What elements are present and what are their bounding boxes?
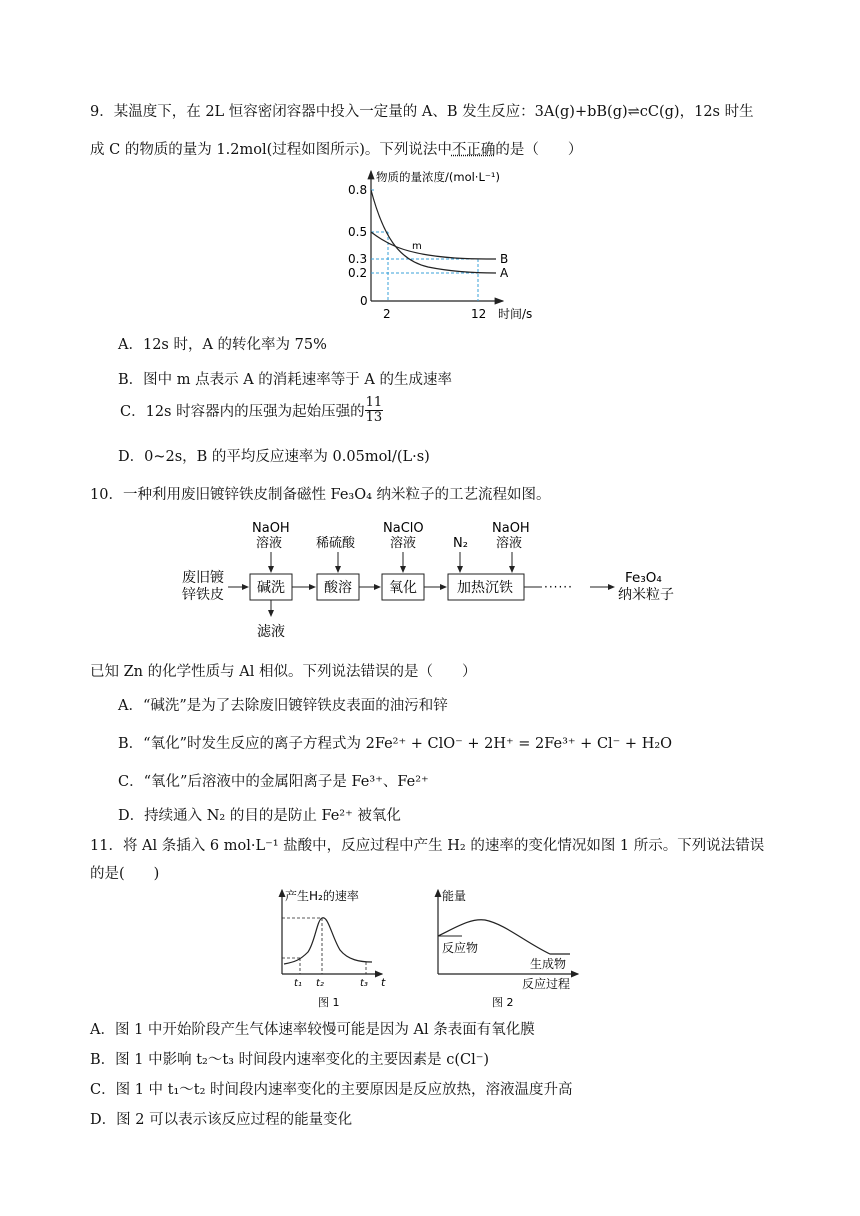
q9-concentration-chart [338,165,538,325]
q11-fig1-tick-t1: t₁ [294,978,302,989]
q9-stem-part4: 的是（ ） [495,142,583,158]
q10-start-2: 锌铁皮 [182,587,224,603]
q11-fig1-ylabel: 产生H₂的速率 [285,889,359,903]
q11-figure-2 [430,882,585,1017]
q11-option-a: A．图 1 中开始阶段产生气体速率较慢可能是因为 Al 条表面有氧化膜 [90,1022,535,1038]
q9-ylabel: 物质的量浓度/(mol·L⁻¹) [376,170,501,184]
q10-reagent-4: N₂ [453,536,468,551]
q10-option-a: A．“碱洗”是为了去除废旧镀锌铁皮表面的油污和锌 [118,698,448,714]
q10-reagent-3b: 溶液 [390,536,417,551]
q11-stem-line1: 11．将 Al 条插入 6 mol·L⁻¹ 盐酸中，反应过程中产生 H₂ 的速率的变化情况如图 1 所示。下列说法错误 [90,838,765,854]
q9-xtick-2: 2 [383,307,391,321]
q9-stem-line1 [90,100,754,121]
q9-curve-B [371,232,496,259]
q9-point-m: m [412,241,422,252]
q10-stem: 10．一种利用废旧镀锌铁皮制备磁性 Fe₃O₄ 纳米粒子的工艺流程如图。 [90,487,551,503]
q9-fraction [365,396,384,425]
q10-reagent-1a: NaOH [252,521,290,536]
q9-ytick-0.5: 0.5 [348,225,368,239]
q11-fig1-xlabel: t [381,976,386,989]
q10-known: 已知 Zn 的化学性质与 Al 相似。下列说法错误的是（ ） [90,664,477,680]
q9-xlabel: 时间/s [498,307,533,321]
q11-option-b: B．图 1 中影响 t₂～t₃ 时间段内速率变化的主要因素是 c(Cl⁻) [90,1052,490,1068]
q9-fraction-den: 13 [365,410,383,425]
q9-label-A: A [500,266,509,280]
q11-fig1-tick-t2: t₂ [316,978,324,989]
q10-process-flow [170,516,710,646]
q10-product-1: Fe₃O₄ [625,570,662,586]
q9-ytick-0.3: 0.3 [348,252,368,266]
q10-step-1: 碱洗 [257,580,285,596]
q10-reagent-1b: 溶液 [256,536,283,551]
q9-ytick-0.8: 0.8 [348,183,368,197]
q10-dots: ······ [544,580,573,594]
q10-option-b: B．“氧化”时发生反应的离子方程式为 2Fe²⁺ + ClO⁻ + 2H⁺ = 2Fe³⁺ + Cl⁻ + H₂O [118,736,673,752]
q11-fig2-ylabel: 能量 [442,889,467,903]
q10-step-3: 氧化 [389,580,417,596]
q9-fraction-num: 11 [365,395,383,410]
q11-fig2-product: 生成物 [530,957,567,971]
q11-fig2-caption: 图 2 [492,996,514,1009]
q10-reagent-5a: NaOH [492,521,530,536]
q11-fig2-reactant: 反应物 [442,941,479,955]
q11-fig1-curve [284,918,372,964]
q10-step-2: 酸溶 [324,580,352,596]
q9-stem-part3: 成 C 的物质的量为 1.2mol(过程如图所示)。下列说法中 [90,142,452,158]
q11-fig2-xlabel: 反应过程 [522,977,571,991]
q9-ytick-0: 0 [360,294,368,308]
q11-option-d: D．图 2 可以表示该反应过程的能量变化 [90,1112,353,1128]
q10-reagent-5b: 溶液 [496,536,523,551]
q10-reagent-3a: NaClO [383,521,424,536]
q9-stem-part1: 9．某温度下，在 2L 恒容密闭容器中投入一定量的 A、B 发生反应： [90,104,535,120]
q10-option-d: D．持续通入 N₂ 的目的是防止 Fe²⁺ 被氧化 [118,808,401,824]
q9-stem-line2 [90,138,582,159]
q9-option-c [120,396,383,425]
q10-product-2: 纳米粒子 [618,587,674,603]
q11-option-c: C．图 1 中 t₁～t₂ 时间段内速率变化的主要原因是反应放热，溶液温度升高 [90,1082,573,1098]
q10-option-c: C．“氧化”后溶液中的金属阳离子是 Fe³⁺、Fe²⁺ [118,774,429,790]
q10-step-4: 加热沉铁 [457,580,513,596]
q9-emphasis: 不正确 [451,142,496,158]
q9-option-a: A．12s 时，A 的转化率为 75% [118,337,327,353]
q10-reagent-2: 稀硫酸 [316,536,356,551]
q9-xtick-12: 12 [471,307,487,321]
q9-option-c-text: C．12s 时容器内的压强为起始压强的 [120,404,365,420]
q9-ytick-0.2: 0.2 [348,266,368,280]
q11-stem-line2: 的是( ) [90,866,160,882]
q9-equation: 3A(g)+bB(g)⇌cC(g) [534,104,680,120]
q9-stem-part2: ，12s 时生 [679,104,754,120]
q11-fig1-tick-t3: t₃ [360,978,368,989]
q10-start-1: 废旧镀 [182,570,224,586]
q9-label-B: B [500,252,509,266]
q9-option-b: B．图中 m 点表示 A 的消耗速率等于 A 的生成速率 [118,372,453,388]
q11-fig1-caption: 图 1 [318,996,340,1009]
q9-option-d: D．0~2s，B 的平均反应速率为 0.05mol/(L·s) [118,449,430,465]
q10-waste: 滤液 [257,624,285,640]
q9-curve-A [371,190,496,273]
q11-figure-1 [270,882,400,1017]
